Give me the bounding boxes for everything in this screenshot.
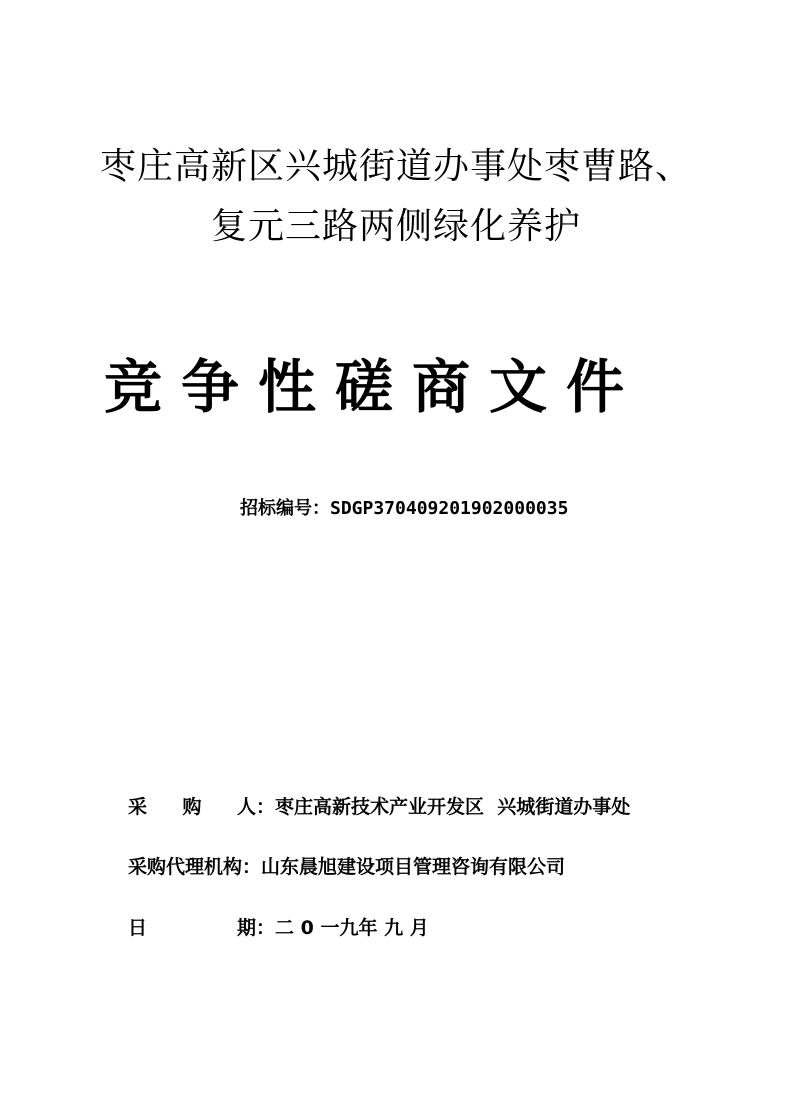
purchaser-row <box>128 792 630 819</box>
purchaser-label-char-1: 采 <box>128 796 148 818</box>
date-label <box>128 913 256 940</box>
purchaser-label <box>128 792 256 819</box>
date-value: 二 0 一九年 九 月 <box>275 917 429 939</box>
project-title-line-2: 复元三路两侧绿化养护 <box>210 206 581 247</box>
purchaser-value: 枣庄高新技术产业开发区 兴城街道办事处 <box>275 796 631 818</box>
agency-value: 山东晨旭建设项目管理咨询有限公司 <box>261 856 566 878</box>
date-colon: ： <box>256 917 276 939</box>
purchaser-label-char-2: 购 <box>182 796 202 818</box>
project-title-line-1: 枣庄高新区兴城街道办事处枣曹路、 <box>99 146 692 187</box>
date-label-char-1: 日 <box>128 917 148 939</box>
date-label-char-2: 期 <box>236 917 256 939</box>
agency-row <box>128 852 565 879</box>
date-row <box>128 913 429 940</box>
tender-number-label: 招标编号： <box>240 498 330 519</box>
tender-number <box>240 494 568 520</box>
purchaser-label-char-3: 人 <box>236 796 256 818</box>
purchaser-colon: ： <box>256 796 276 818</box>
document-type-heading: 竞争性磋商文件 <box>104 353 644 421</box>
tender-number-value: SDGP370409201902000035 <box>330 498 569 519</box>
agency-label: 采购代理机构： <box>128 856 262 878</box>
